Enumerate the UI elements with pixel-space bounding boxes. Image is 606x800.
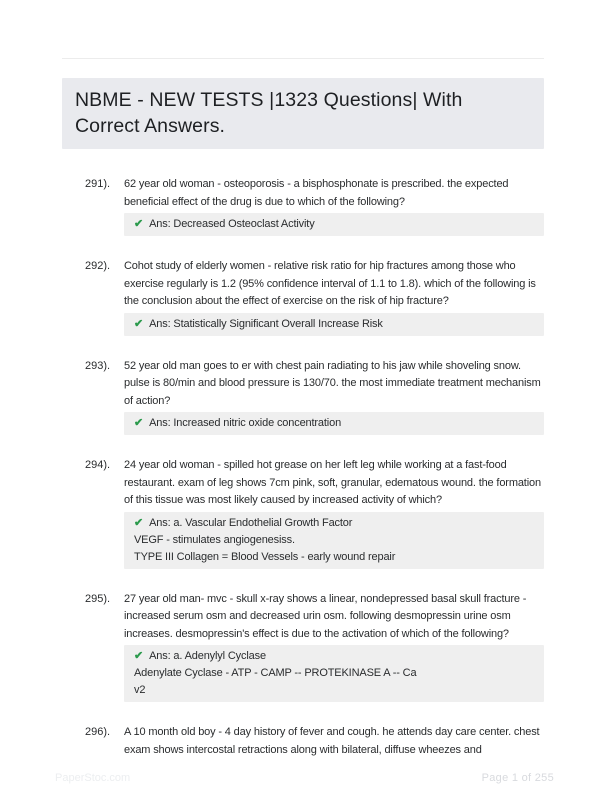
question-body [124,358,544,436]
question-text: 62 year old woman - osteoporosis - a bisphosphonate is prescribed. the expected beneficial effect of the drug is due to which of the following? [124,178,509,208]
question-body [124,591,544,703]
question-body [124,724,544,759]
check-icon: ✔ [134,417,144,429]
question-number: 293). [85,359,111,372]
question-body [124,457,544,569]
answer-line: VEGF - stimulates angiogenesiss. [134,533,295,546]
document-header [62,78,544,149]
check-icon: ✔ [134,317,144,330]
question-number: 295). [85,592,111,605]
answer-box [124,645,544,702]
check-icon: ✔ [134,650,144,662]
question-item-296 [62,724,544,759]
check-icon: ✔ [134,516,144,529]
question-text: Cohot study of elderly women - relative risk ratio for hip fractures among those who exercise regularly is 1.2 (95% confidence interval of 1.1 to 1.8). which of the following is the conclusion about the effect of exercise on the risk of hip fracture? [124,260,536,307]
page-number-label: Page 1 of 255 [481,772,554,784]
answer-box [124,512,544,569]
check-icon: ✔ [134,218,144,230]
watermark: PaperStoc.com [55,772,131,784]
answer-text: Ans: a. Vascular Endothelial Growth Factor [149,516,353,529]
answer-box [124,412,544,435]
answer-line: Adenylate Cyclase - ATP - CAMP -- PROTEKINASE A -- Ca [134,667,417,679]
answer-line [134,316,534,333]
answer-line: v2 [134,684,146,696]
question-item-292 [62,258,544,336]
question-text: A 10 month old boy - 4 day history of fever and cough. he attends day care center. chest exam shows intercostal retractions along with bilateral, diffuse wheezes and [124,726,540,756]
question-text: 24 year old woman - spilled hot grease on her left leg while working at a fast-food restaurant. exam of leg shows 7cm pink, soft, granular, edematous wound. the formation of this tissue was most likely caused by increased activity of which? [124,459,541,506]
answer-box [124,313,544,336]
answer-text: Ans: Increased nitric oxide concentration [149,417,342,429]
question-list [62,176,544,759]
answer-line: TYPE III Collagen = Blood Vessels - early wound repair [134,550,396,563]
question-body [124,258,544,336]
answer-text: Ans: a. Adenylyl Cyclase [149,650,266,662]
question-number: 294). [85,459,111,471]
answer-text: Ans: Statistically Significant Overall Increase Risk [149,317,383,330]
answer-text: Ans: Decreased Osteoclast Activity [149,218,315,230]
question-body [124,176,544,236]
page-title: NBME - NEW TESTS |1323 Questions| With Correct Answers. [75,89,463,137]
question-item-295 [62,591,544,703]
question-item-293 [62,358,544,436]
answer-line [134,216,534,233]
answer-line [134,515,534,532]
answer-box [124,213,544,236]
question-number: 292). [85,260,111,272]
question-number: 296). [85,726,111,738]
question-text: 52 year old man goes to er with chest pain radiating to his jaw while shoveling snow. pulse is 80/min and blood pressure is 130/70. the most immediate treatment mechanism of action? [124,359,541,407]
answer-line [134,415,534,432]
question-item-291 [62,176,544,236]
question-item-294 [62,457,544,569]
answer-line [134,648,534,665]
question-text: 27 year old man- mvc - skull x-ray shows a linear, nondepressed basal skull fracture - increased serum osm and decreased urin osm. following desmopressin urine osm increases. desmopressin's effect is due to the activation of which of the following? [124,592,527,640]
page-top-divider [62,58,544,59]
question-number: 291). [85,178,111,190]
